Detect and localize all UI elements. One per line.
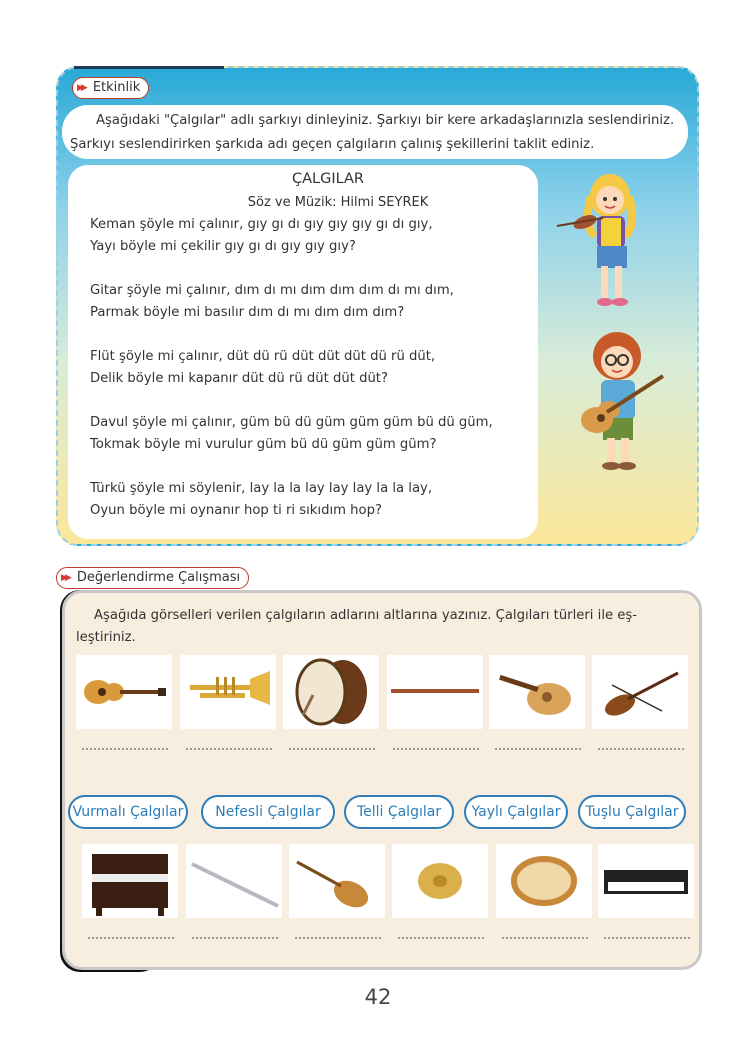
double-arrow-icon: ▶▶ [77,83,85,93]
song-title: ÇALGILAR [291,171,365,187]
category-vurmali[interactable]: Vurmalı Çalgılar [68,795,188,829]
kemence-icon [592,655,688,729]
instrument-card [180,655,276,729]
tambourine-icon [496,844,592,918]
lyric-line: Yayı böyle mi çekilir gıy gı dı gıy gıy gıy? [90,239,356,254]
instrument-card [592,655,688,729]
stanza-1 [90,214,526,258]
evaluation-instruction-text: Aşağıda görselleri verilen çalgıların adlarını altlarına yazınız. Çalgıları türleri ile eş-leştiriniz. [76,608,638,645]
instrument-card [489,655,585,729]
trumpet-icon [180,655,276,729]
answer-blank[interactable] [192,937,278,939]
lyric-line: Tokmak böyle mi vurulur güm bü dü güm güm güm? [90,437,437,452]
evaluation-tag-label: Değerlendirme Çalışması [76,570,241,585]
lyric-line: Gitar şöyle mi çalınır, dım dı mı dım dım dım dı mı dım, [90,283,454,298]
baglama-icon [289,844,385,918]
instrument-card [186,844,282,918]
category-tuslu[interactable]: Tuşlu Çalgılar [578,795,686,829]
stanza-2 [90,280,526,324]
boy-guitar-illustration [575,326,675,476]
evaluation-instruction [76,605,686,649]
activity-instruction-line-1: Aşağıdaki "Çalgılar" adlı şarkıyı dinleyiniz. Şarkıyı bir kere arkadaşlarınızla seslendiriniz. [96,113,675,128]
page-number: 42 [364,985,392,1009]
answer-blank[interactable] [598,748,684,750]
answer-blank[interactable] [398,937,484,939]
instrument-card [289,844,385,918]
song-card [68,165,538,539]
answer-blank[interactable] [186,748,272,750]
answer-blank[interactable] [495,748,581,750]
drum-icon [283,655,379,729]
activity-tag-label: Etkinlik [92,80,141,95]
activity-instruction [62,105,688,159]
answer-blank[interactable] [604,937,690,939]
double-arrow-icon: ▶▶ [61,573,69,583]
answer-blank[interactable] [502,937,588,939]
lyric-line: Flüt şöyle mi çalınır, düt dü rü düt düt düt dü rü düt, [90,349,436,364]
instrument-card [283,655,379,729]
category-yayli[interactable]: Yaylı Çalgılar [464,795,568,829]
answer-blank[interactable] [393,748,479,750]
lyric-line: Delik böyle mi kapanır düt dü rü düt düt düt? [90,371,388,386]
lyric-line: Türkü şöyle mi söylenir, lay la la lay lay lay la la lay, [90,481,433,496]
lyric-line: Parmak böyle mi basılır dım dı mı dım dım dım? [90,305,405,320]
category-telli[interactable]: Telli Çalgılar [344,795,454,829]
instrument-card [76,655,172,729]
stanza-5 [90,478,526,522]
keyboard-icon [598,844,694,918]
song-author: Söz ve Müzik: Hilmi SEYREK [247,195,429,210]
instrument-card [598,844,694,918]
answer-blank[interactable] [88,937,174,939]
category-nefesli[interactable]: Nefesli Çalgılar [201,795,335,829]
guitar-icon [76,655,172,729]
instrument-card [82,844,178,918]
answer-blank[interactable] [289,748,375,750]
activity-top-rule [74,66,224,69]
piano-icon [82,844,178,918]
lyric-line: Davul şöyle mi çalınır, güm bü dü güm güm güm bü dü güm, [90,415,493,430]
answer-blank[interactable] [295,937,381,939]
lyric-line: Keman şöyle mi çalınır, gıy gı dı gıy gıy gıy gı dı gıy, [90,217,433,232]
instrument-card [392,844,488,918]
instrument-card [496,844,592,918]
silver-flute-icon [186,844,282,918]
girl-violin-illustration [555,166,645,316]
flute-icon [387,655,483,729]
answer-blank[interactable] [82,748,168,750]
evaluation-tag [56,567,249,589]
activity-tag [72,77,149,99]
stanza-4 [90,412,526,456]
activity-instruction-line-2: Şarkıyı seslendirirken şarkıda adı geçen çalgıların çalınış şekillerini taklit ediniz. [70,137,595,152]
instrument-card [387,655,483,729]
cymbal-icon [392,844,488,918]
stanza-3 [90,346,526,390]
lute-icon [489,655,585,729]
lyric-line: Oyun böyle mi oynanır hop ti ri sıkıdım hop? [90,503,382,518]
